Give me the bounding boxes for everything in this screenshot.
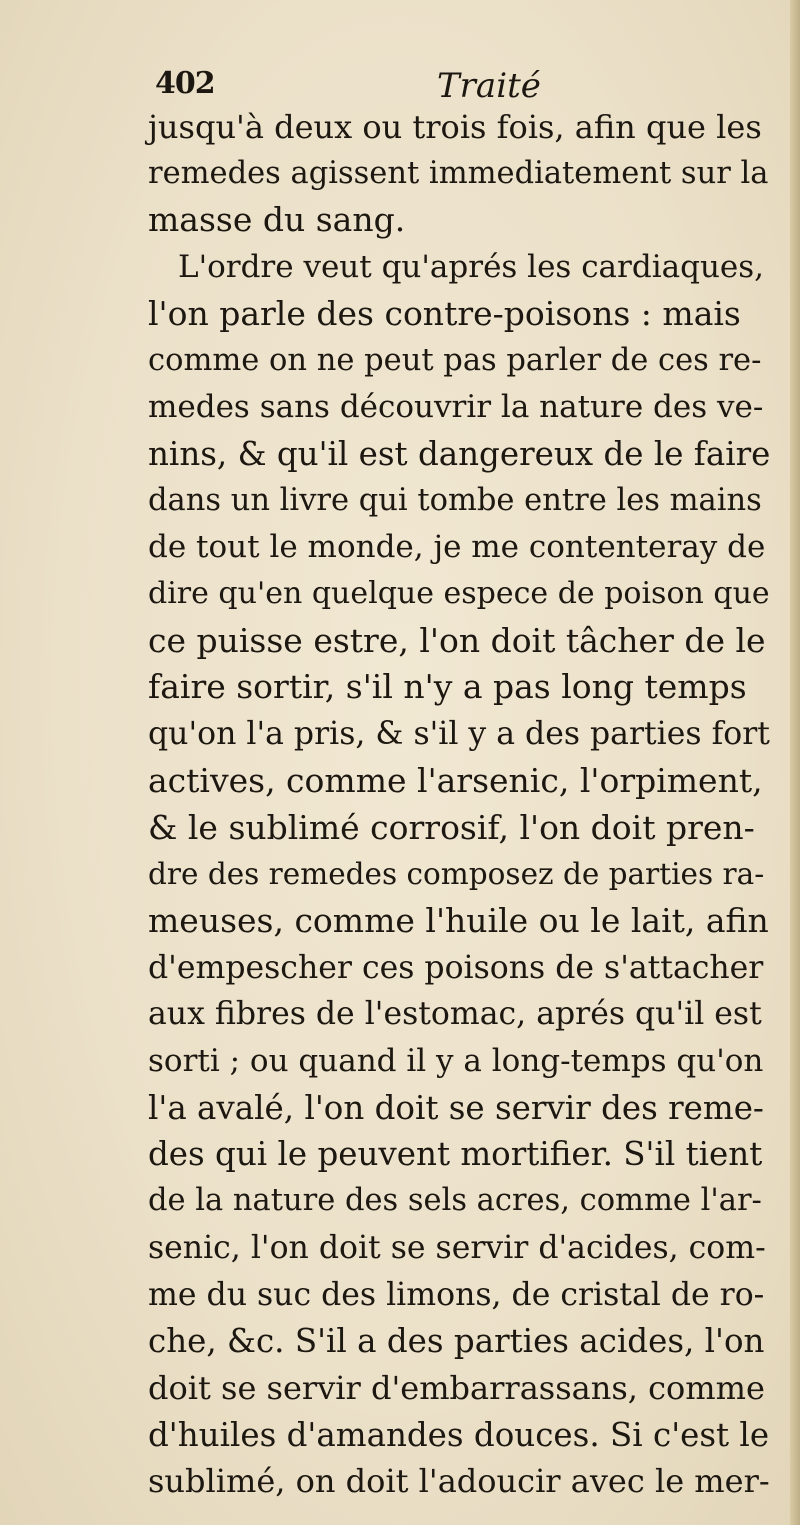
text-line: nins, & qu'il est dangereux de le faire (148, 434, 771, 473)
text-line: ce puisse estre, l'on doit tâcher de le (148, 620, 766, 660)
text-line: de tout le monde, je me contenteray de (148, 529, 766, 566)
text-line: meuses, comme l'huile ou le lait, afin (148, 900, 769, 940)
running-title: Traité (437, 66, 541, 106)
text-line: masse du sang. (148, 200, 406, 240)
text-line: comme on ne peut pas parler de ces re- (148, 342, 762, 378)
text-line: sublimé, on doit l'adoucir avec le mer- (148, 1462, 770, 1501)
text-line: jusqu'à deux ou trois fois, afin que les (148, 108, 762, 146)
text-line: l'on parle des contre-poisons : mais (148, 293, 741, 333)
text-line: l'a avalé, l'on doit se servir des reme- (148, 1088, 764, 1127)
text-line: aux fibres de l'estomac, aprés qu'il est (148, 996, 762, 1033)
text-line: doit se servir d'embarrassans, comme (148, 1368, 765, 1407)
text-line: qu'on l'a pris, & s'il y a des parties fort (148, 716, 770, 753)
page-header (155, 66, 775, 106)
text-line: remedes agissent immediatement sur la (148, 155, 769, 191)
text-line: medes sans découvrir la nature des ve- (148, 389, 764, 426)
text-line: me du suc des limons, de cristal de ro- (148, 1276, 765, 1313)
text-line: dre des remedes composez de parties ra- (148, 857, 765, 892)
text-line: sorti ; ou quand il y a long-temps qu'on (148, 1043, 764, 1079)
page-edge (790, 0, 800, 1525)
text-line: L'ordre veut qu'aprés les cardiaques, (178, 249, 765, 286)
page-number: 402 (155, 66, 215, 101)
text-line: faire sortir, s'il n'y a pas long temps (148, 667, 747, 707)
text-line: d'huiles d'amandes douces. Si c'est le (148, 1415, 770, 1454)
text-line: de la nature des sels acres, comme l'ar- (148, 1183, 762, 1219)
text-line: des qui le peuvent mortifier. S'il tient (148, 1135, 763, 1174)
text-line: dans un livre qui tombe entre les mains (148, 482, 762, 518)
text-line: senic, l'on doit se servir d'acides, com- (148, 1229, 766, 1266)
text-line: dire qu'en quelque espece de poison que (148, 576, 770, 611)
text-line: & le sublimé corrosif, l'on doit pren- (148, 807, 755, 847)
text-line: d'empescher ces poisons de s'attacher (148, 949, 764, 986)
text-line: che, &c. S'il a des parties acides, l'on (148, 1322, 765, 1361)
text-line: actives, comme l'arsenic, l'orpiment, (148, 760, 763, 800)
